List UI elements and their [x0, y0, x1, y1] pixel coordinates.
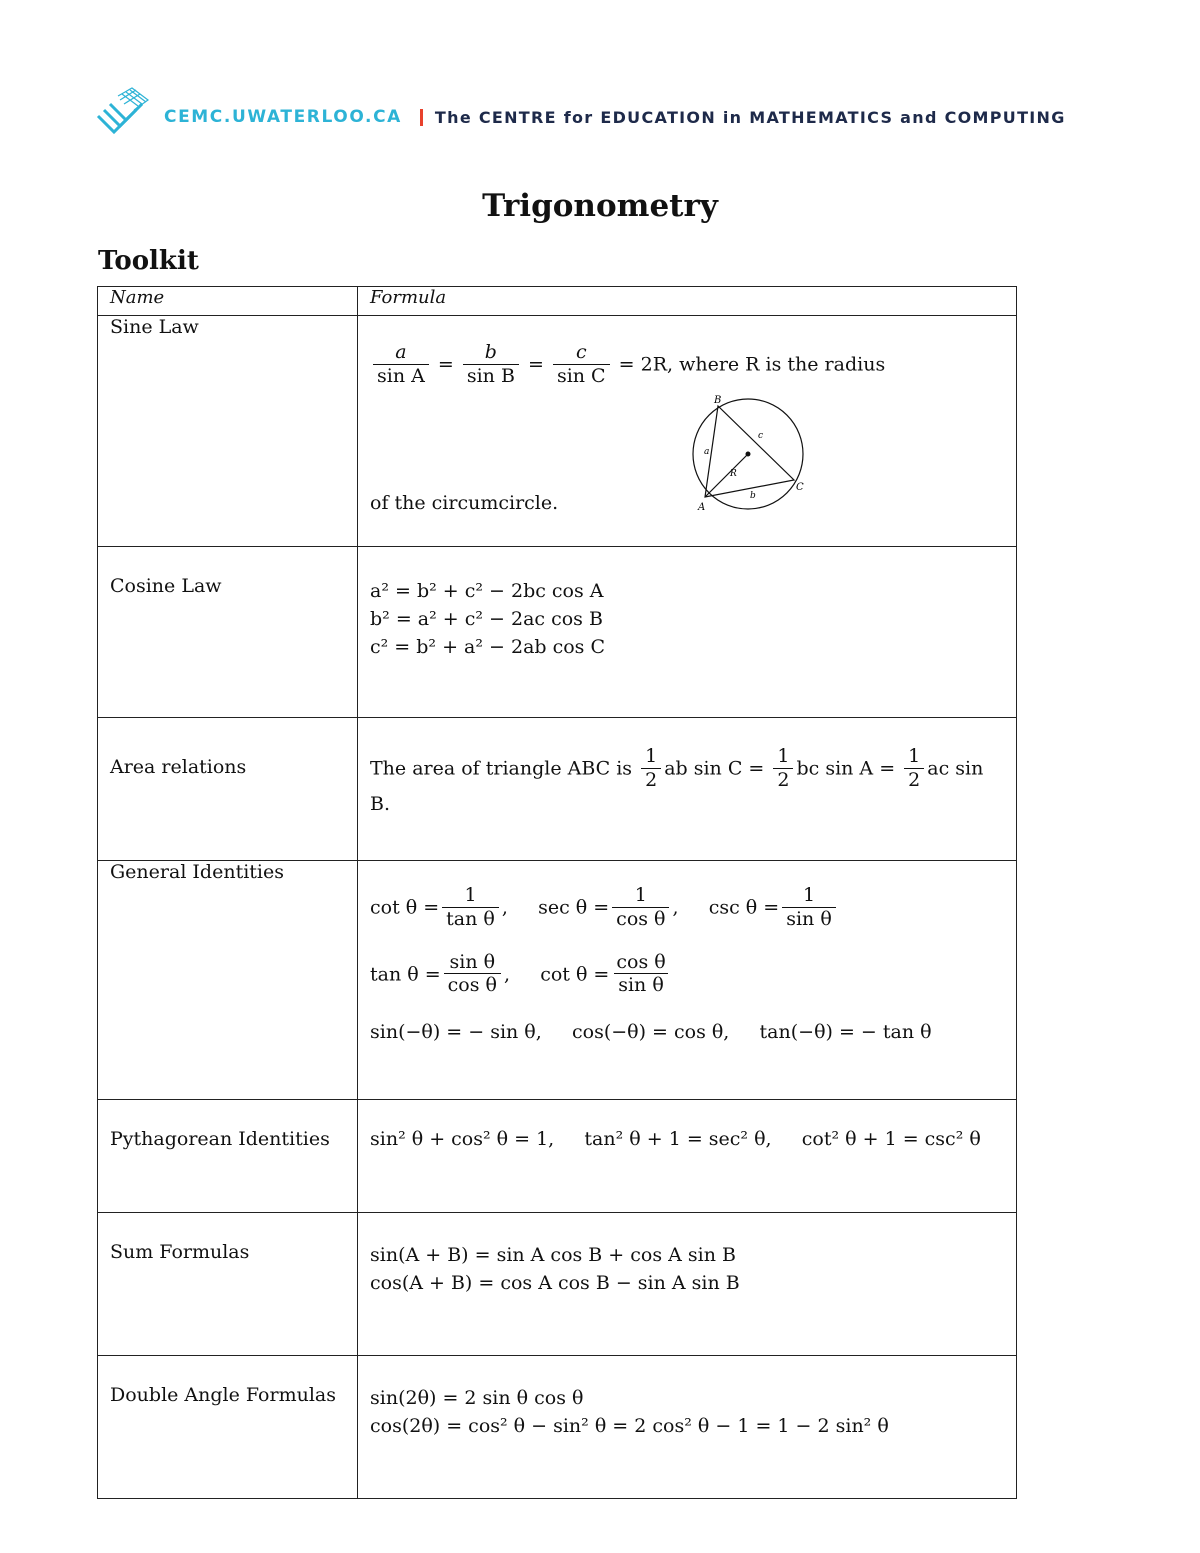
- site-header: [96, 86, 1066, 142]
- label-A: A: [698, 502, 706, 513]
- center-point: [746, 452, 751, 457]
- table-row: [98, 861, 1017, 1100]
- row-name: Cosine Law: [98, 547, 358, 718]
- area-formula: The area of triangle ABC is $\frac{1}{2}$ ab sin C = $\frac{1}{2}$ bc sin A = $\frac{1}{2}$ ac sin B.: [370, 745, 984, 815]
- table-row: [98, 1100, 1017, 1213]
- table-row: [98, 1213, 1017, 1356]
- formula-line: sin² θ + cos² θ = 1, tan² θ + 1 = sec² θ, cot² θ + 1 = csc² θ: [370, 1128, 981, 1150]
- label-C: C: [796, 482, 804, 493]
- table-header-row: [98, 287, 1017, 316]
- formula-line: sin(A + B) = sin A cos B + cos A sin B: [370, 1244, 736, 1266]
- formula-line: a² = b² + c² − 2bc cos A: [370, 580, 604, 602]
- formula-line: cos(A + B) = cos A cos B − sin A sin B: [370, 1272, 740, 1294]
- centre-name: The CENTRE for EDUCATION in MATHEMATICS and COMPUTING: [434, 107, 1066, 127]
- toolkit-table: [97, 286, 1017, 1499]
- row-name: Pythagorean Identities: [98, 1100, 358, 1213]
- circumcircle-diagram: [688, 394, 818, 520]
- header-name: Name: [98, 287, 358, 316]
- row-name: General Identities: [98, 861, 358, 1100]
- row-name: Sum Formulas: [98, 1213, 358, 1356]
- row-formula: [358, 316, 1017, 547]
- page-title: Trigonometry: [482, 188, 718, 224]
- cemc-logo-icon: [96, 86, 158, 142]
- section-heading: Toolkit: [98, 246, 199, 276]
- label-a: a: [704, 447, 710, 457]
- label-c: c: [758, 431, 764, 441]
- quotient-identities: tan θ = $\frac{\text{sin θ}}{\text{cos θ}}$ , cot θ = $\frac{\text{cos θ}}{\text{sin θ}}$: [370, 952, 1004, 999]
- row-formula: [358, 718, 1017, 861]
- fraction: $\frac{c}{\text{sin C}}$: [553, 342, 610, 389]
- formula-line: c² = b² + a² − 2ab cos C: [370, 636, 606, 658]
- table-row: [98, 547, 1017, 718]
- row-name: Double Angle Formulas: [98, 1356, 358, 1499]
- row-name: Area relations: [98, 718, 358, 861]
- row-formula: [358, 547, 1017, 718]
- fraction: $\frac{a}{\text{sin A}}$: [373, 342, 429, 389]
- row-formula: [358, 861, 1017, 1100]
- reciprocal-identities: cot θ = $\frac{1}{\text{tan θ}}$ , sec θ = $\frac{1}{\text{cos θ}}$ , csc θ = $\frac{1}{\text{sin θ}}$: [370, 885, 1004, 932]
- row-formula: [358, 1356, 1017, 1499]
- sine-law-formula: $\frac{a}{\text{sin A}}$ = $\frac{b}{\text{sin B}}$ = $\frac{c}{\text{sin C}}$ = 2R, where R is the radius: [370, 316, 1004, 389]
- label-b: b: [750, 491, 756, 501]
- table-row: [98, 1356, 1017, 1499]
- fraction: $\frac{b}{\text{sin B}}$: [463, 342, 519, 389]
- table-row: [98, 718, 1017, 861]
- formula-line: sin(2θ) = 2 sin θ cos θ: [370, 1387, 584, 1409]
- table-row: [98, 316, 1017, 547]
- header-separator: [420, 109, 423, 126]
- row-formula: [358, 1100, 1017, 1213]
- sine-law-tail-2: of the circumcircle.: [370, 492, 559, 514]
- header-formula: Formula: [358, 287, 1017, 316]
- site-url[interactable]: CEMC.UWATERLOO.CA: [164, 107, 402, 127]
- odd-even-identities: sin(−θ) = − sin θ, cos(−θ) = cos θ, tan(−θ) = − tan θ: [370, 1021, 932, 1044]
- label-B: B: [714, 395, 722, 406]
- formula-line: b² = a² + c² − 2ac cos B: [370, 608, 603, 630]
- row-name: Sine Law: [98, 316, 358, 547]
- row-formula: [358, 1213, 1017, 1356]
- sine-law-tail: = 2R, where R is the radius: [618, 353, 886, 376]
- label-R: R: [730, 469, 737, 479]
- formula-line: cos(2θ) = cos² θ − sin² θ = 2 cos² θ − 1 = 1 − 2 sin² θ: [370, 1415, 889, 1437]
